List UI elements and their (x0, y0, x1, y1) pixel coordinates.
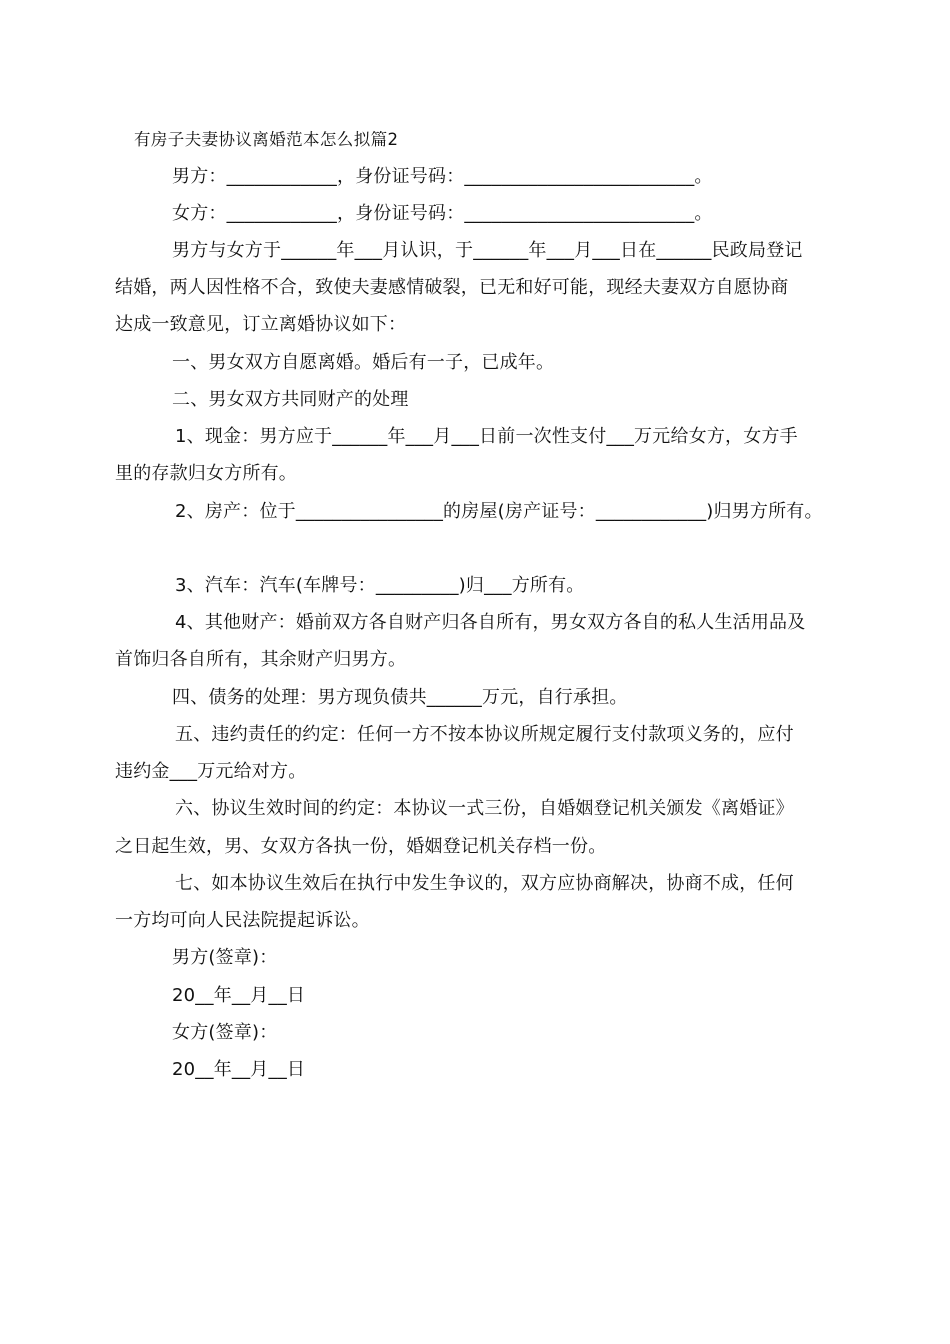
paragraph-line: 男方与女方于______年___月认识，于______年___月___日在______民政局登记 (172, 240, 803, 261)
paragraph-line: 违约金___万元给对方。 (115, 761, 307, 782)
paragraph-line: 1、现金：男方应于______年___月___日前一次性支付___万元给女方，女方手 (175, 426, 798, 447)
paragraph-line: 之日起生效，男、女双方各执一份，婚姻登记机关存档一份。 (115, 836, 607, 857)
paragraph-line: 二、男女双方共同财产的处理 (172, 389, 409, 410)
signature-date-female: 20__年__月__日 (172, 1059, 306, 1080)
paragraph-line: 女方：____________，身份证号码：_________________________。 (172, 203, 713, 224)
signature-label-female: 女方(签章)： (172, 1022, 278, 1043)
paragraph-line: 五、违约责任的约定：任何一方不按本协议所规定履行支付款项义务的，应付 (175, 724, 794, 745)
paragraph-line: 一、男女双方自愿离婚。婚后有一子，已成年。 (172, 352, 555, 373)
document-title: 有房子夫妻协议离婚范本怎么拟篇2 (134, 130, 399, 149)
paragraph-line: 里的存款归女方所有。 (115, 463, 297, 484)
paragraph-line: 达成一致意见，订立离婚协议如下： (115, 314, 407, 335)
paragraph-line: 六、协议生效时间的约定：本协议一式三份，自婚姻登记机关颁发《离婚证》 (175, 798, 794, 819)
paragraph-line: 四、债务的处理：男方现负债共______万元，自行承担。 (172, 687, 628, 708)
signature-label-male: 男方(签章)： (172, 947, 278, 968)
signature-date-male: 20__年__月__日 (172, 985, 306, 1006)
paragraph-line: 首饰归各自所有，其余财产归男方。 (115, 649, 407, 670)
paragraph-line: 3、汽车：汽车(车牌号：_________)归___方所有。 (175, 575, 585, 596)
paragraph-line: 结婚，两人因性格不合，致使夫妻感情破裂，已无和好可能，现经夫妻双方自愿协商 (115, 277, 789, 298)
paragraph-line: 男方：____________，身份证号码：_________________________。 (172, 166, 713, 187)
paragraph-line: 一方均可向人民法院提起诉讼。 (115, 910, 370, 931)
paragraph-line: 4、其他财产：婚前双方各自财产归各自所有，男女双方各自的私人生活用品及 (175, 612, 806, 633)
paragraph-line: 2、房产：位于________________的房屋(房产证号：____________)归男方所有。 (175, 501, 823, 522)
paragraph-line: 七、如本协议生效后在执行中发生争议的，双方应协商解决，协商不成，任何 (175, 873, 794, 894)
